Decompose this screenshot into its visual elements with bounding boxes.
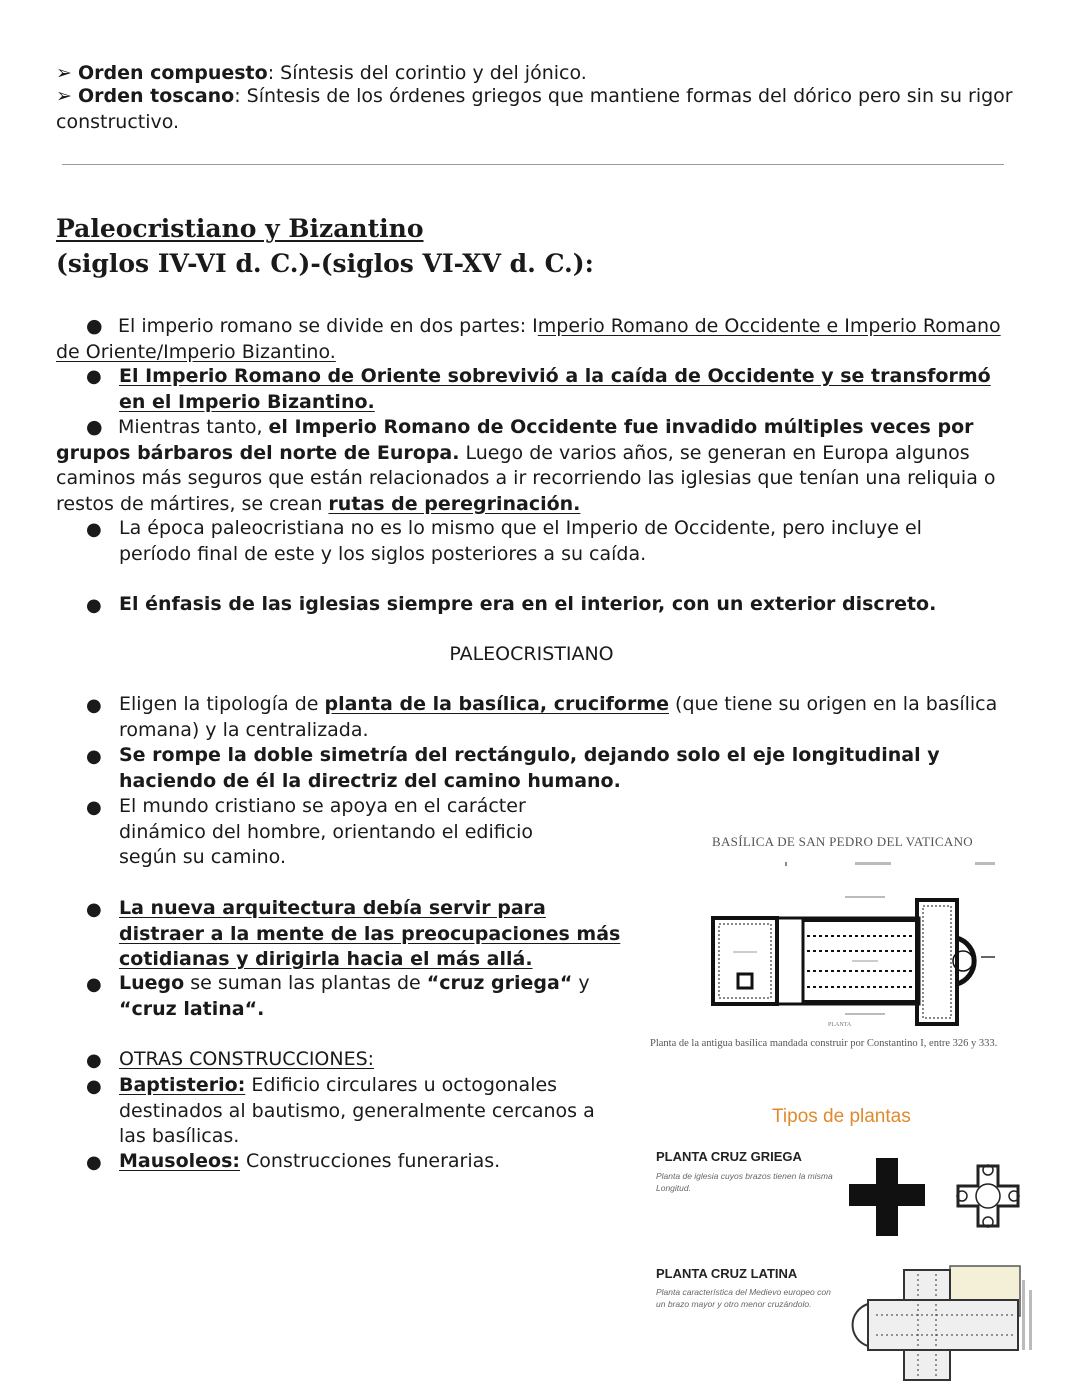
bullet-icon: ● (86, 416, 103, 438)
bullet-icon: ● (86, 899, 102, 920)
greek-cross-icon (849, 1158, 929, 1238)
orden-toscano-line (56, 84, 1016, 135)
orden-toscano-text: : Síntesis de los órdenes griegos que mantiene formas del dórico pero sin su rigor constructivo. (56, 85, 1013, 133)
orden-toscano-term: Orden toscano (77, 85, 235, 107)
basilica-caption: Planta de la antigua basílica mandada construir por Constantino I, entre 326 y 333. (650, 1038, 998, 1049)
rutas-link[interactable]: rutas de peregrinación. (328, 492, 581, 515)
bullet-icon: ● (86, 1152, 102, 1173)
latin-cross-plan-icon (846, 1260, 1036, 1385)
orden-compuesto-term: Orden compuesto (77, 62, 268, 84)
list-item: Eligen la tipología de planta de la basílica, cruciforme (que tiene su origen en la basílica romana) y la centralizada. (119, 693, 998, 741)
list-item: OTRAS CONSTRUCCIONES: (119, 1048, 375, 1070)
bullet-icon: ● (86, 315, 103, 337)
orden-compuesto-text: : Síntesis del corintio y del jónico. (267, 62, 587, 84)
bullet-icon: ● (86, 797, 102, 818)
bullet-icon: ● (86, 974, 102, 995)
bullet-icon: ● (86, 366, 102, 387)
planta-basilica-link[interactable]: planta de la basílica, cruciforme (324, 693, 670, 715)
arrow-icon: ➢ (56, 85, 72, 107)
list-item: La época paleocristiana no es lo mismo que el Imperio de Occidente, pero incluye el período final de este y los siglos posteriores a su caída. (119, 517, 922, 565)
orden-compuesto-line (56, 61, 1016, 87)
bullet-icon: ● (86, 1076, 102, 1097)
section-subtitle: (siglos IV-VI d. C.)-(siglos VI-XV d. C.): (56, 249, 594, 278)
bullet-link[interactable]: mperio Romano de Occidente e Imperio Romano de Oriente/Imperio Bizantino. (56, 315, 1001, 363)
list-item: Se rompe la doble simetría del rectángulo, dejando solo el eje longitudinal y haciendo de él la directriz del camino humano. (119, 744, 940, 792)
bullet-icon: ● (86, 595, 102, 616)
section-title: Paleocristiano y Bizantino (56, 214, 424, 243)
greek-cross-title: PLANTA CRUZ GRIEGA (656, 1149, 802, 1164)
list-item: Baptisterio: Edificio circulares u octogonales destinados al bautismo, generalmente cercanos a las basílicas. (119, 1074, 595, 1147)
bullet-icon: ● (86, 519, 102, 540)
list-item: ● Mientras tanto, el Imperio Romano de Occidente fue invadido múltiples veces por grupos bárbaros del norte de Europa. Luego de varios años, se generan en Europa algunos caminos más seguros que están relacionados a ir recorriendo las iglesias que tenían una reliquia o restos de mártires, se crean rutas de peregrinación. (56, 416, 996, 515)
bullet-icon: ● (86, 1050, 102, 1071)
list-item: Mausoleos: Construcciones funerarias. (119, 1150, 501, 1172)
latin-cross-title: PLANTA CRUZ LATINA (656, 1266, 798, 1281)
basilica-plan-diagram (645, 856, 1050, 1056)
latin-cross-desc: Planta característica del Medievo europeo con un brazo mayor y otro menor cruzándolo. (656, 1287, 831, 1309)
basilica-figure (645, 828, 1050, 1063)
greek-cross-desc: Planta de iglesia cuyos brazos tienen la misma Longitud. (656, 1171, 833, 1193)
arrow-icon: ➢ (56, 62, 72, 84)
basilica-title: BASÍLICA DE SAN PEDRO DEL VATICANO (712, 834, 973, 849)
bullet-icon: ● (86, 695, 102, 716)
greek-cross-plan-icon (950, 1158, 1030, 1238)
divider (62, 164, 1004, 165)
bullet-icon: ● (86, 746, 102, 767)
list-item: ● El imperio romano se divide en dos partes: Imperio Romano de Occidente e Imperio Romano de Oriente/Imperio Bizantino. (56, 315, 1001, 363)
list-item: Luego se suman las plantas de “cruz griega“ y “cruz latina“. (119, 972, 590, 1020)
paleo-heading: PALEOCRISTIANO (449, 643, 614, 665)
list-item: El mundo cristiano se apoya en el carácter dinámico del hombre, orientando el edificio según su camino. (119, 795, 534, 868)
list-item: La nueva arquitectura debía servir para distraer a la mente de las preocupaciones más cotidianas y dirigirla hacia el más allá. (119, 897, 621, 970)
planta-label: PLANTA (828, 1022, 852, 1028)
plant-types-figure (650, 1100, 1050, 1390)
list-item: El énfasis de las iglesias siempre era en el interior, con un exterior discreto. (119, 593, 937, 615)
list-item: El Imperio Romano de Oriente sobrevivió a la caída de Occidente y se transformó en el Imperio Bizantino. (119, 365, 991, 413)
plant-types-title: Tipos de plantas (772, 1106, 911, 1127)
